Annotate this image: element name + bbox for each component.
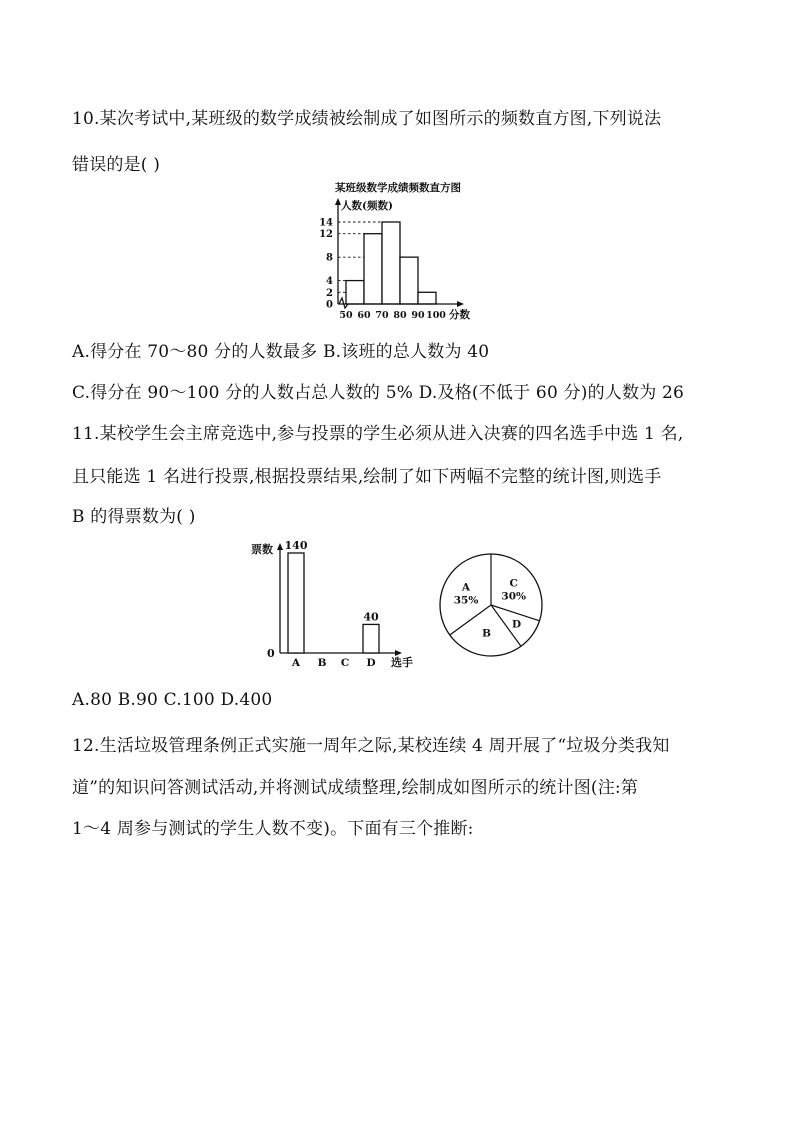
histogram-y-tick: 12: [319, 229, 333, 241]
histogram-bar: [382, 222, 400, 304]
histogram-x-tick: 50: [339, 310, 353, 321]
votes-category-label: D: [366, 657, 376, 669]
histogram-bar: [346, 281, 364, 304]
votes-bar: [288, 553, 304, 653]
q10-options-line1: A.得分在 70～80 分的人数最多 B.该班的总人数为 40: [72, 342, 490, 362]
pie-slice-label: C: [509, 577, 518, 590]
histogram-xlabel: 分数: [449, 309, 470, 321]
votes-value-label: 140: [284, 539, 308, 552]
histogram-x-tick: 60: [357, 310, 371, 321]
histogram-y-tick: 8: [326, 252, 333, 264]
pie-slice-percent: 35%: [453, 594, 479, 607]
q10-stem-line1: 10.某次考试中,某班级的数学成绩被绘制成了如图所示的频数直方图,下列说法: [72, 109, 662, 129]
histogram-y-tick: 0: [326, 299, 333, 311]
votes-value-label: 40: [363, 610, 379, 624]
histogram-y-tick: 14: [319, 217, 333, 229]
histogram-y-tick: 2: [326, 287, 333, 299]
votes-bar-chart: [248, 536, 424, 670]
q12-stem-line3: 1～4 周参与测试的学生人数不变)。下面有三个推断:: [72, 819, 474, 839]
votes-y-arrow: [277, 543, 283, 550]
histogram-title: 某班级数学成绩频数直方图: [335, 182, 461, 194]
q11-options: A.80 B.90 C.100 D.400: [72, 690, 273, 710]
pie-slice-label: A: [461, 581, 471, 594]
votes-pie-chart: [436, 550, 546, 660]
histogram-x-tick: 90: [411, 310, 425, 321]
q11-stem-line3: B 的得票数为( ): [72, 507, 196, 527]
histogram-bar: [418, 292, 436, 304]
votes-category-label: A: [291, 657, 301, 669]
votes-category-label: C: [340, 657, 350, 669]
votes-xlabel: 选手: [391, 656, 413, 669]
histogram-bar: [400, 257, 418, 304]
pie-slice-label: D: [512, 618, 522, 631]
histogram-x-tick: 80: [393, 310, 407, 321]
histogram-chart: [318, 180, 478, 324]
q12-stem-line2: 道”的知识问答测试活动,并将测试成绩整理,绘制成如图所示的统计图(注:第: [72, 778, 639, 798]
histogram-ylabel: 人数(频数): [341, 200, 393, 212]
votes-ylabel: 票数: [251, 543, 273, 556]
pie-slice-percent: 30%: [501, 590, 526, 603]
q11-stem-line1: 11.某校学生会主席竞选中,参与投票的学生必须从进入决赛的四名选手中选 1 名,: [72, 424, 684, 444]
q10-stem-line2: 错误的是( ): [72, 155, 161, 175]
votes-zero-tick: 0: [267, 647, 275, 660]
votes-category-label: B: [317, 657, 327, 669]
histogram-x-arrow: [457, 301, 464, 307]
q11-stem-line2: 且只能选 1 名进行投票,根据投票结果,绘制了如下两幅不完整的统计图,则选手: [72, 467, 662, 487]
histogram-y-tick: 4: [326, 276, 333, 288]
histogram-x-tick: 70: [375, 310, 389, 321]
votes-bar: [363, 624, 379, 653]
histogram-x-tick: 100: [426, 310, 446, 321]
pie-slice-label: B: [482, 627, 492, 640]
q12-stem-line1: 12.生活垃圾管理条例正式实施一周年之际,某校连续 4 周开展了“垃圾分类我知: [72, 736, 670, 756]
q10-options-line2: C.得分在 90～100 分的人数占总人数的 5% D.及格(不低于 60 分)的人数为 26: [72, 383, 685, 403]
histogram-bar: [364, 234, 382, 304]
